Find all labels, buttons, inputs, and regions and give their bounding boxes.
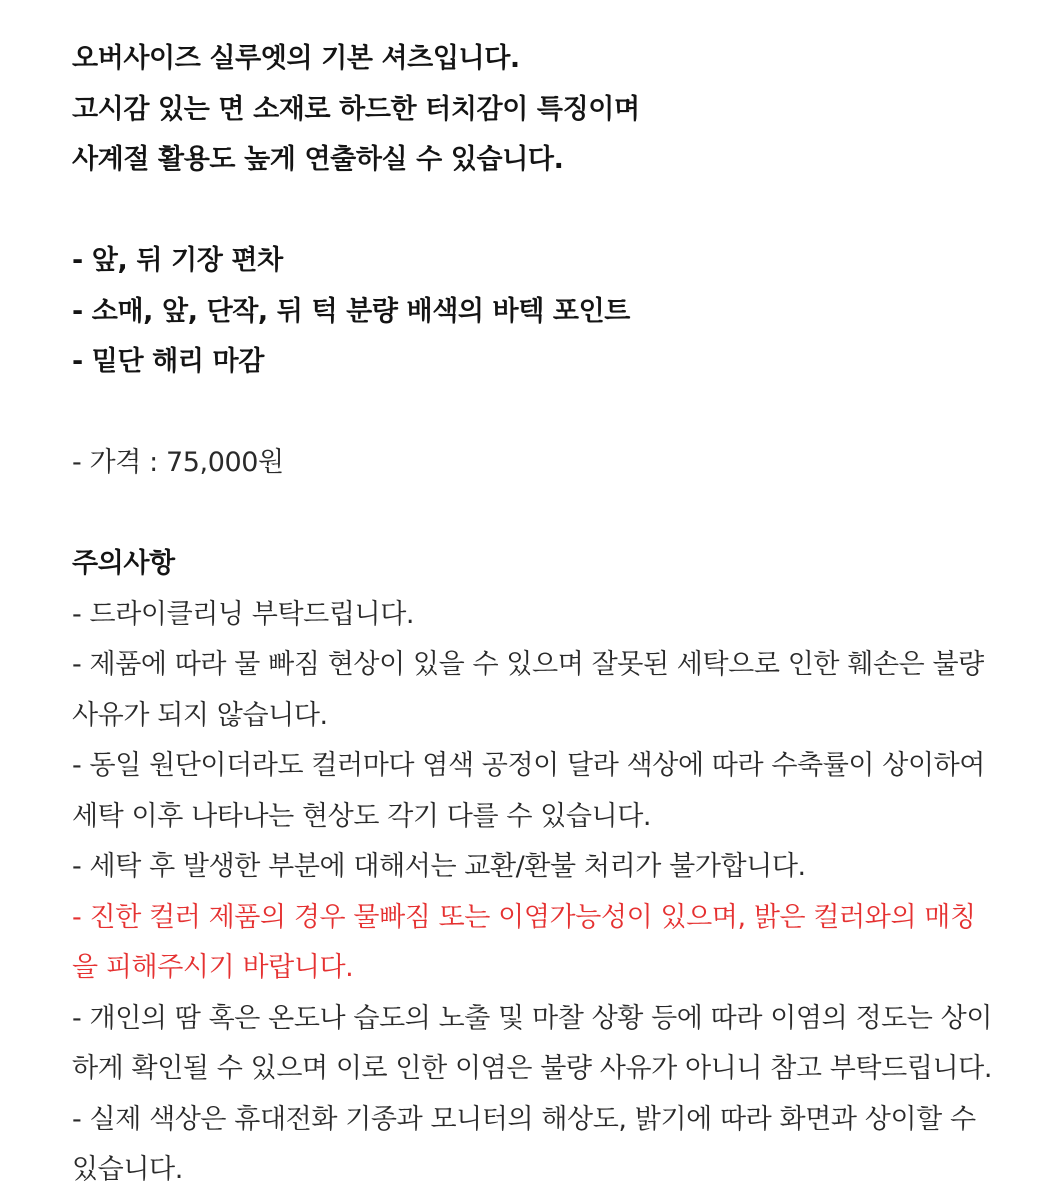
intro-line: 오버사이즈 실루엣의 기본 셔츠입니다. <box>72 43 520 74</box>
intro-line: 고시감 있는 면 소재로 하드한 터치감이 특징이며 <box>72 93 640 125</box>
feature-item: - 밑단 해리 마감 <box>72 346 264 377</box>
feature-item: - 앞, 뒤 기장 편차 <box>72 245 283 276</box>
notice-heading: 주의사항 <box>72 548 175 579</box>
warning-line: - 진한 컬러 제품의 경우 물빠짐 또는 이염가능성이 있으며, 밝은 컬러와의 매칭 <box>72 901 976 933</box>
notice-line: - 실제 색상은 휴대전화 기종과 모니터의 해상도, 밝기에 따라 화면과 상이할 수 <box>72 1103 976 1135</box>
features-list <box>72 236 971 388</box>
price-text: - 가격 : 75,000원 <box>72 447 284 478</box>
feature-item: - 소매, 앞, 단작, 뒤 턱 분량 배색의 바텍 포인트 <box>72 295 630 327</box>
spacer <box>72 489 971 540</box>
notice-line: 있습니다. <box>72 1154 183 1185</box>
notice-line: - 동일 원단이더라도 컬러마다 염색 공정이 달라 색상에 따라 수축률이 상이하여 <box>72 750 985 781</box>
notice-line: 하게 확인될 수 있으며 이로 인한 이염은 불량 사유가 아니니 참고 부탁드립니다. <box>72 1053 993 1084</box>
intro-line: 사계절 활용도 높게 연출하실 수 있습니다. <box>72 144 564 175</box>
notice-line: - 제품에 따라 물 빠짐 현상이 있을 수 있으며 잘못된 세탁으로 인한 훼손은 불량 <box>72 649 984 680</box>
intro-section <box>72 34 971 186</box>
spacer <box>72 186 971 237</box>
notice-line: - 개인의 땀 혹은 온도나 습도의 노출 및 마찰 상황 등에 따라 이염의 정도는 상이 <box>72 1002 993 1034</box>
notice-line: 사유가 되지 않습니다. <box>72 699 328 731</box>
notice-line: - 세탁 후 발생한 부분에 대해서는 교환/환불 처리가 불가합니다. <box>72 851 806 882</box>
notice-line: - 드라이클리닝 부탁드립니다. <box>72 598 415 630</box>
spacer <box>72 388 971 439</box>
notice-section <box>72 539 993 1196</box>
warning-line: 을 피해주시기 바랍니다. <box>72 952 354 983</box>
notice-line: 세탁 이후 나타나는 현상도 각기 다를 수 있습니다. <box>72 800 652 832</box>
